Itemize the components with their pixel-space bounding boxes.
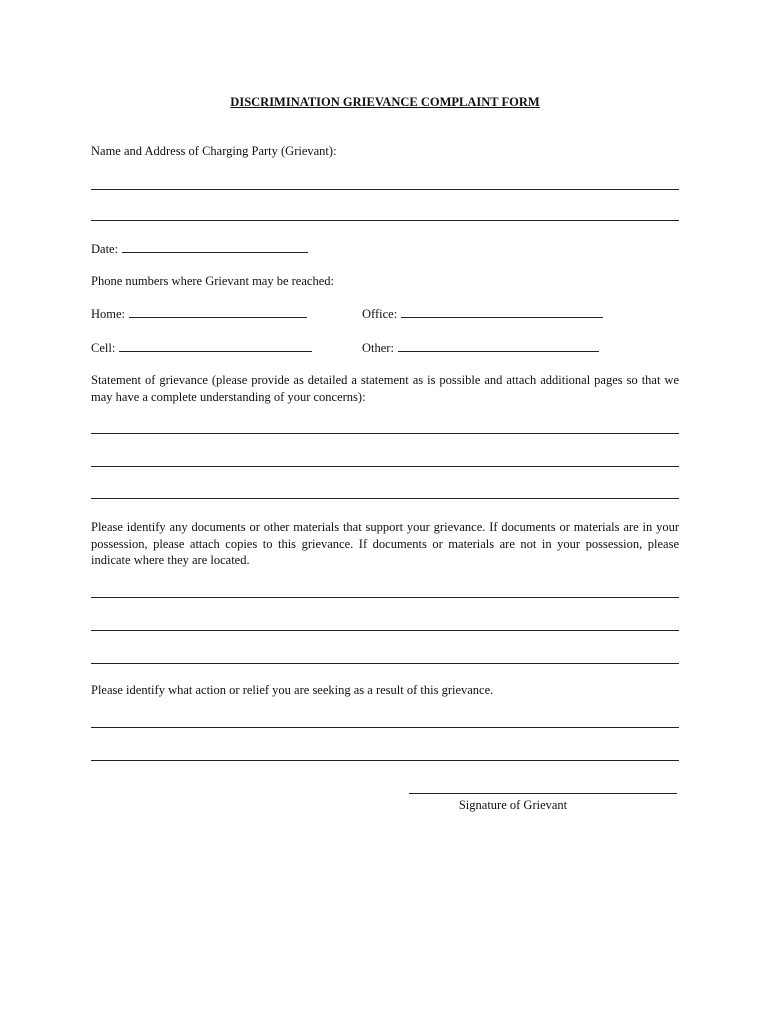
cell-label: Cell: <box>91 341 116 355</box>
home-label: Home: <box>91 307 126 321</box>
home-row <box>91 306 307 322</box>
form-title: DISCRIMINATION GRIEVANCE COMPLAINT FORM <box>230 95 540 109</box>
other-label: Other: <box>362 341 394 355</box>
office-label: Office: <box>362 307 398 321</box>
cell-row <box>91 340 312 356</box>
documents-line-2[interactable] <box>91 630 679 631</box>
documents-line-1[interactable] <box>91 597 679 598</box>
relief-label: Please identify what action or relief you are seeking as a result of this grievance. <box>91 683 494 697</box>
name-address-line-2[interactable] <box>91 220 679 221</box>
statement-label: Statement of grievance (please provide as detailed a statement as is possible and attach additional pages so that we may have a complete understanding of your concerns): <box>91 373 679 404</box>
home-phone-field[interactable] <box>129 306 307 318</box>
statement-line-1[interactable] <box>91 433 679 434</box>
documents-label: Please identify any documents or other materials that support your grievance. If documents or materials are in your possession, please attach copies to this grievance. If documents or materials are not in your possession, please indicate where they are located. <box>91 520 679 567</box>
signature-line[interactable] <box>409 793 677 794</box>
documents-line-3[interactable] <box>91 663 679 664</box>
other-row <box>362 340 599 356</box>
signature-label: Signature of Grievant <box>458 798 568 812</box>
name-address-label: Name and Address of Charging Party (Grievant): <box>91 144 337 158</box>
phone-label: Phone numbers where Grievant may be reached: <box>91 274 334 288</box>
office-row <box>362 306 603 322</box>
cell-phone-field[interactable] <box>119 340 312 352</box>
other-phone-field[interactable] <box>398 340 599 352</box>
statement-line-3[interactable] <box>91 498 679 499</box>
statement-line-2[interactable] <box>91 466 679 467</box>
relief-line-2[interactable] <box>91 760 679 761</box>
name-address-line-1[interactable] <box>91 189 679 190</box>
date-field[interactable] <box>122 241 308 253</box>
relief-line-1[interactable] <box>91 727 679 728</box>
date-row <box>91 241 308 257</box>
date-label: Date: <box>91 242 119 256</box>
office-phone-field[interactable] <box>401 306 603 318</box>
